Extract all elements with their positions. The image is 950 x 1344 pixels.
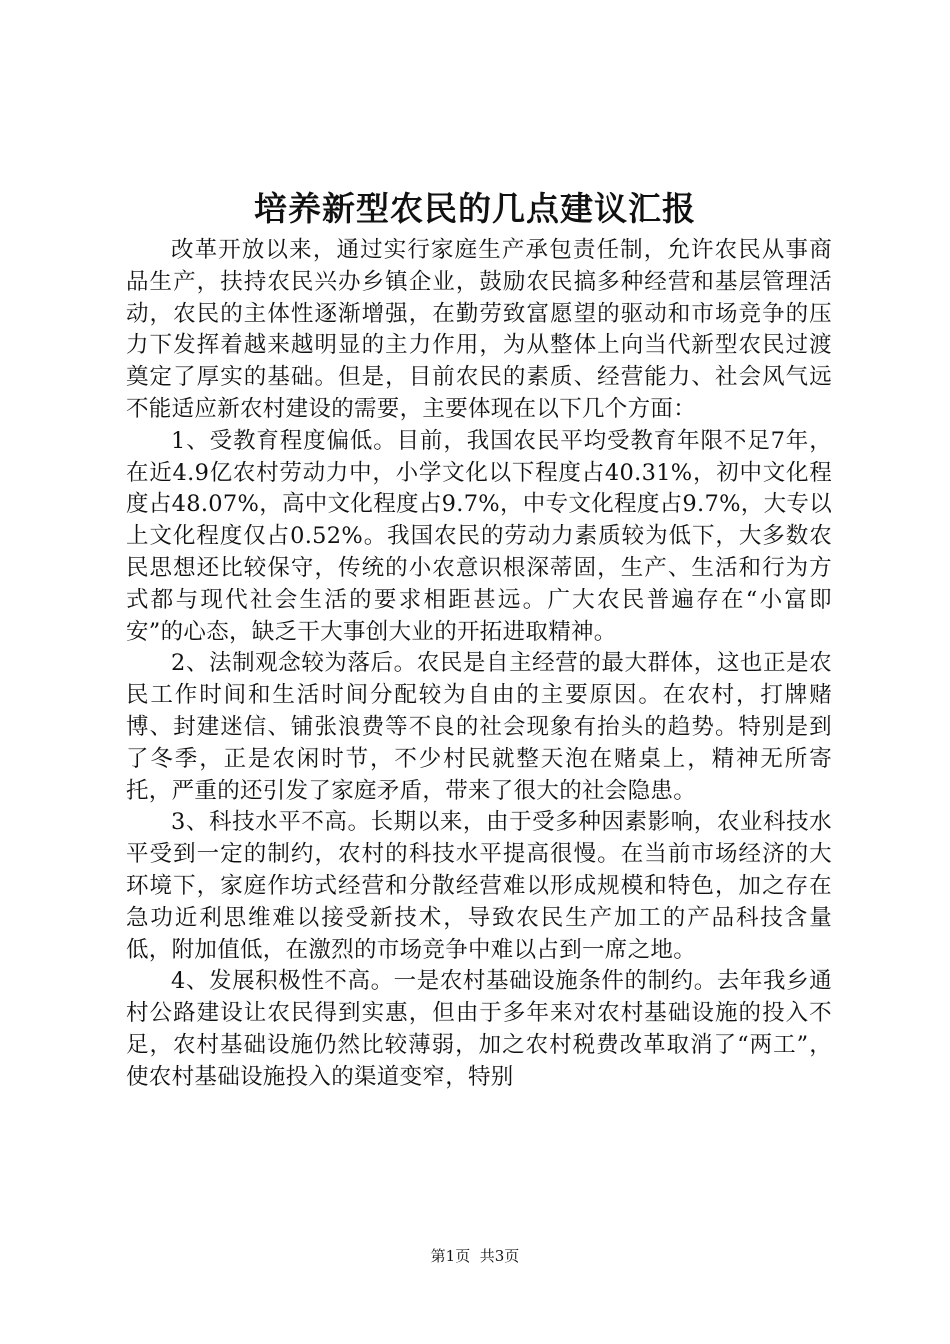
- education-paragraph: 1、受教育程度偏低。目前，我国农民平均受教育年限不足7年，在近4.9亿农村劳动力中，小学文化以下程度占40.31%，初中文化程度占48.07%，高中文化程度占9.7%，中专文化程度占9.7%，大专以上文化程度仅占0.52%。我国农民的劳动力素质较为低下，大多数农民思想还比较保守，传统的小农意识根深蒂固，生产、生活和行为方式都与现代社会生活的要求相距甚远。广大农民普遍存在“小富即安”的心态，缺乏干大事创大业的开拓进取精神。: [126, 427, 832, 645]
- page-footer: [0, 1246, 950, 1266]
- development-paragraph: 4、发展积极性不高。一是农村基础设施条件的制约。去年我乡通村公路建设让农民得到实惠，但由于多年来对农村基础设施的投入不足，农村基础设施仍然比较薄弱，加之农村税费改革取消了“两工”，使农村基础设施投入的渠道变窄，特别: [126, 968, 832, 1090]
- technology-paragraph: 3、科技水平不高。长期以来，由于受多种因素影响，农业科技水平受到一定的制约，农村的科技水平提高很慢。在当前市场经济的大环境下，家庭作坊式经营和分散经营难以形成规模和特色，加之存在急功近利思维难以接受新技术，导致农民生产加工的产品科技含量低，附加值低，在激烈的市场竞争中难以占到一席之地。: [126, 809, 832, 963]
- document-body: [126, 235, 832, 1094]
- footer-spacer: [470, 1247, 480, 1265]
- page-number: 第1页: [430, 1247, 471, 1265]
- intro-paragraph: 改革开放以来，通过实行家庭生产承包责任制，允许农民从事商品生产，扶持农民兴办乡镇企业，鼓励农民搞多种经营和基层管理活动，农民的主体性逐渐增强，在勤劳致富愿望的驱动和市场竞争的压力下发挥着越来越明显的主力作用，为从整体上向当代新型农民过渡奠定了厚实的基础。但是，目前农民的素质、经营能力、社会风气远不能适应新农村建设的需要，主要体现在以下几个方面：: [126, 237, 832, 422]
- document-title: 培养新型农民的几点建议汇报: [254, 189, 696, 228]
- legal-awareness-paragraph: 2、法制观念较为落后。农民是自主经营的最大群体，这也正是农民工作时间和生活时间分配较为自由的主要原因。在农村，打牌赌博、封建迷信、铺张浪费等不良的社会现象有抬头的趋势。特别是到了冬季，正是农闲时节，不少村民就整天泡在赌桌上，精神无所寄托，严重的还引发了家庭矛盾，带来了很大的社会隐患。: [126, 650, 832, 804]
- page-total: 共3页: [479, 1247, 520, 1265]
